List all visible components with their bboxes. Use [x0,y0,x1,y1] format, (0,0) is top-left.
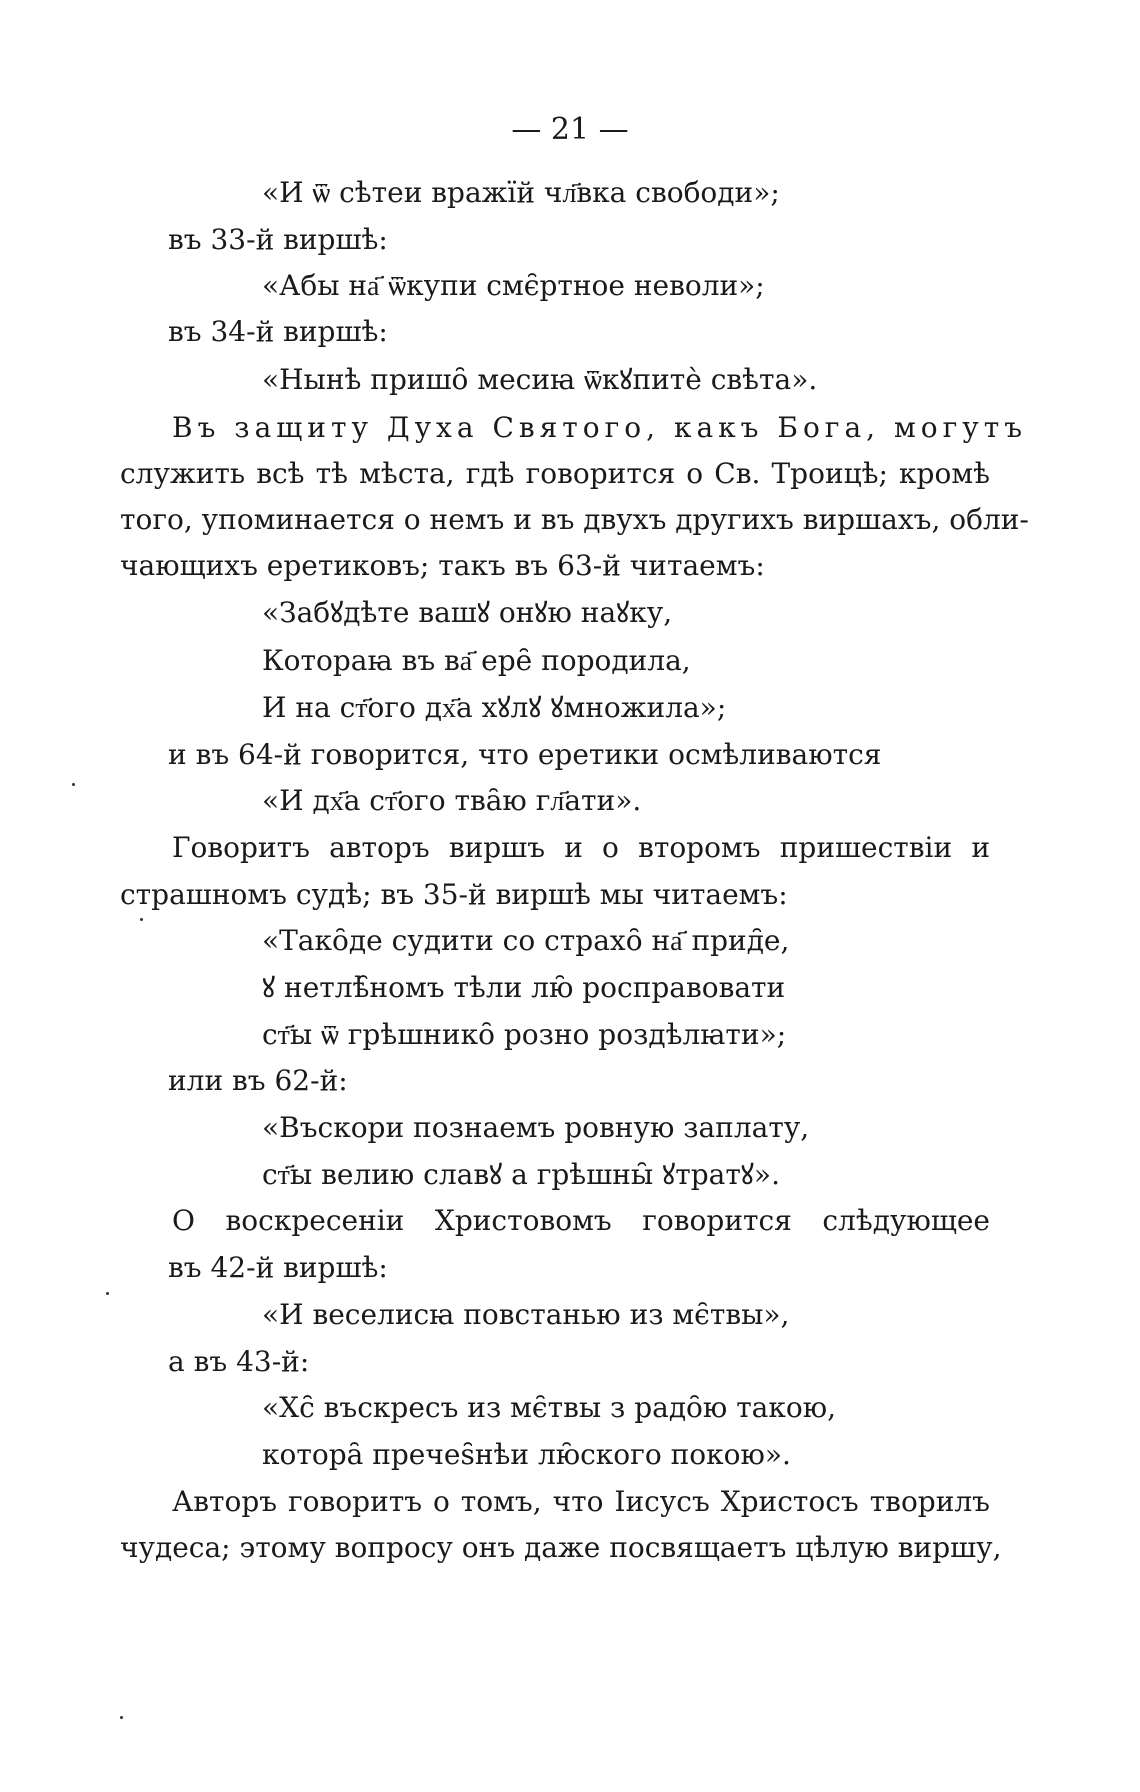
quote-line: «Нынѣ пришо̑ месиꙗ ѿкꙋпитѐ свѣта». [262,363,818,396]
paragraph-line: служить всѣ тѣ мѣста, гдѣ говорится о Св. Троицѣ; кромѣ [120,457,990,490]
quote-line: «И веселисꙗ повстанью из мє̑твы», [262,1298,790,1331]
quote-line: «И ѿ сѣтеи вражїй чл҃вка свободи»; [262,176,780,209]
text-line: а въ 43-й: [168,1345,310,1378]
quote-line: «Въскори познаемъ ровную заплату, [262,1111,810,1144]
paragraph-line: О воскресеніи Христовомъ говорится слѣдующее [172,1204,990,1237]
text-line: въ 33-й виршѣ: [168,223,388,256]
text-line: въ 34-й виршѣ: [168,315,388,348]
page-number: — 21 — [511,112,629,147]
text-line: и въ 64-й говорится, что еретики осмѣливаются [168,738,882,771]
quote-line: И на ст҃ого дх҃а хꙋлꙋ ꙋмножила»; [262,691,727,724]
paragraph-line: страшномъ судѣ; въ 35-й виршѣ мы читаемъ: [120,878,788,911]
paragraph-line: Авторъ говоритъ о томъ, что Іисусъ Христосъ творилъ [172,1485,990,1518]
paragraph-line: чудеса; этому вопросу онъ даже посвящаетъ цѣлую виршу, [120,1531,1002,1564]
quote-line: ст҃ы ѿ грѣшнико̑ розно роздѣлꙗти»; [262,1018,787,1051]
quote-line: ст҃ы велию славꙋ а грѣшны̑ ꙋтратꙋ». [262,1158,780,1191]
scan-speck [140,918,143,921]
scan-speck [72,783,75,786]
text-line: въ 42-й виршѣ: [168,1251,388,1284]
paragraph-line: того, упоминается о немъ и въ двухъ другихъ виршахъ, обли- [120,503,1029,536]
quote-line: Котораꙗ въ ва҃ ере̑ породила, [262,644,691,677]
text-line: или въ 62-й: [168,1064,348,1097]
scan-speck [120,1716,123,1719]
quote-line: «Забꙋдѣте вашꙋ онꙋю наꙋку, [262,596,673,629]
paragraph-line: чающихъ еретиковъ; такъ въ 63-й читаемъ: [120,549,765,582]
quote-line: «И дх҃а ст҃ого тва̑ю гл҃ати». [262,784,642,817]
scan-speck [106,1292,109,1295]
quote-line: ꙋ нетлѣ̑номъ тѣли лю̑ росправовати [262,971,786,1004]
quote-line: котора̑ пречеѕ̑нѣи лю̑ского покою». [262,1438,791,1471]
paragraph-line: Въ защиту Духа Святого, какъ Бога, могутъ [172,411,1028,444]
quote-line: «Абы на҃ ѿкупи смє̑ртное неволи»; [262,269,765,302]
paragraph-line: Говоритъ авторъ виршъ и о второмъ пришествіи и [172,831,990,864]
quote-line: «Тако̑де судити со страхо̑ на҃ прид̑е, [262,924,790,957]
quote-line: «Хс̑ въскресъ из мє̑твы з радо̑ю такою, [262,1391,837,1424]
